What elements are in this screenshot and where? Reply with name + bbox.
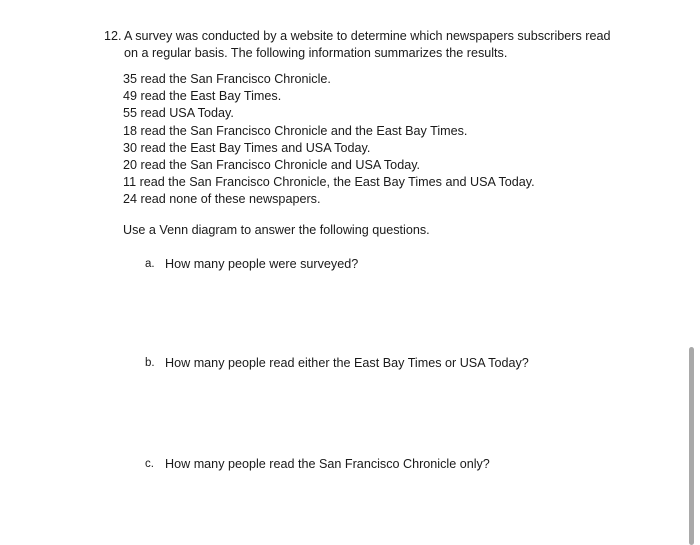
instruction-text: Use a Venn diagram to answer the following questions. [123,223,430,237]
question-a [145,256,358,273]
survey-fact: 24 read none of these newspapers. [123,192,321,207]
question-c [145,456,490,473]
question-text: How many people read either the East Bay Times or USA Today? [165,356,529,370]
question-letter: b. [145,357,155,369]
survey-fact: 18 read the San Francisco Chronicle and the East Bay Times. [123,123,468,138]
problem-number: 12. [104,29,122,43]
question-letter: c. [145,458,154,470]
survey-fact: 20 read the San Francisco Chronicle and USA Today. [123,158,421,173]
problem-intro [124,28,624,62]
survey-facts-list [123,71,535,209]
survey-fact: 49 read the East Bay Times. [123,89,282,104]
vertical-scrollbar[interactable] [689,347,694,545]
problem-header [104,28,624,62]
survey-fact: 30 read the East Bay Times and USA Today. [123,140,371,155]
question-b [145,355,529,372]
survey-fact: 11 read the San Francisco Chronicle, the East Bay Times and USA Today. [123,175,535,190]
problem-intro-line-1: A survey was conducted by a website to determine which newspapers subscribers read [124,29,611,43]
survey-fact: 55 read USA Today. [123,106,234,121]
question-text: How many people were surveyed? [165,257,359,271]
problem-intro-line-2: on a regular basis. The following information summarizes the results. [124,46,508,60]
survey-fact: 35 read the San Francisco Chronicle. [123,72,331,86]
question-letter: a. [145,258,155,270]
question-text: How many people read the San Francisco Chronicle only? [165,457,490,471]
